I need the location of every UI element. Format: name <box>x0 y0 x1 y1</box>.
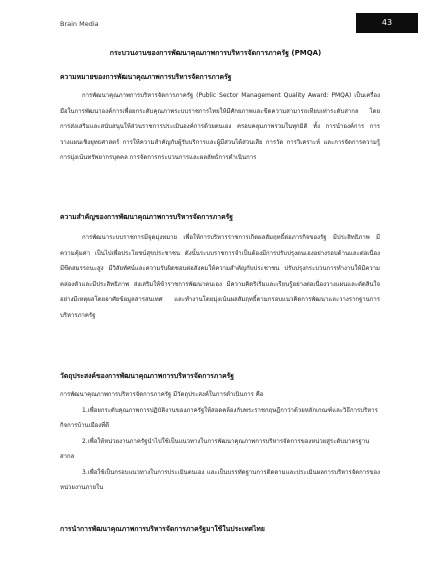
section-adoption <box>60 524 380 534</box>
section-heading: การนำการพัฒนาคุณภาพการบริหารจัดการภาครัฐมาใช้ในประเทศไทย <box>60 525 265 533</box>
section-meaning <box>60 72 380 181</box>
section-importance <box>60 212 380 354</box>
section-heading: ความสำคัญของการพัฒนาคุณภาพการบริหารจัดการภาครัฐ <box>60 213 234 221</box>
objective-item: 1.เพื่อยกระดับคุณภาพการปฏิบัติงานของภาครัฐให้สอดคล้องกับพระราชกฤษฎีกาว่าด้วยหลักเกณฑ์และวิธีการบริหารกิจการบ้านเมืองที่ดี <box>60 406 378 429</box>
header-brand: Brain Media <box>60 20 99 28</box>
section-heading: ความหมายของการพัฒนาคุณภาพการบริหารจัดการภาครัฐ <box>60 73 232 81</box>
section-objectives <box>60 371 380 496</box>
section-paragraph: การพัฒนาคุณภาพการบริหารจัดการภาครัฐ (Public Sector Management Quality Award: PMQA) เป็นเครื่องมือในการพัฒนาองค์การเพื่อยกระดับคุณภาพระบบราชการไทยให้มีศักยภาพและขีดความสามารถเทียบเท่าระดับสากล โดยการส่งเสริมและสนับสนุนให้ส่วนราชการประเมินองค์การด้วยตนเอง ครอบคลุมภาพรวมในทุกมิติ ทั้ง การนำองค์การ การวางแผนเชิงยุทธศาสตร์ การให้ความสำคัญกับผู้รับบริการและผู้มีส่วนได้ส่วนเสีย การวัด การวิเคราะห์ และการจัดการความรู้ การมุ่งเน้นทรัพยากรบุคคล การจัดการกระบวนการและผลลัพธ์การดำเนินการ <box>60 92 380 161</box>
section-intro: การพัฒนาคุณภาพการบริหารจัดการภาครัฐ มีวัตถุประสงค์ในการดำเนินการ คือ <box>60 391 264 398</box>
document-title: กระบวนงานของการพัฒนาคุณภาพการบริหารจัดการภาครัฐ (PMQA) <box>109 49 322 57</box>
section-paragraph: การพัฒนาระบบราชการมีจุดมุ่งหมาย เพื่อให้การบริหารราชการเกิดผลสัมฤทธิ์ต่อภารกิจของรัฐ มีประสิทธิภาพ มีความคุ้มค่า เป็นไปเพื่อประโยชน์สุขประชาชน ดังนั้นระบบราชการจำเป็นต้องมีการปรับปรุงตนเองอย่างรอบด้านและต่อเนื่อง มีขีดสมรรถนะสูง มีวิสัยทัศน์และความรับผิดชอบต่อสังคมให้ความสำคัญกับประชาชน ปรับปรุงกระบวนการทำงานให้มีความคล่องตัวและมีประสิทธิภาพ ส่งเสริมให้ข้าราชการพัฒนาตนเอง มีความคิดริเริ่มและเรียนรู้อย่างต่อเนื่องวางแผนและตัดสินใจอย่างมีเหตุผลโดยอาศัยข้อมูลสารสนเทศ และทำงานโดยมุ่งเน้นผลสัมฤทธิ์ตามกรอบแนวคิดการพัฒนาและวางรากฐานการบริหารภาครัฐ <box>60 234 380 319</box>
page-number: 43 <box>356 13 418 33</box>
objective-item: 3.เพื่อใช้เป็นกรอบแนวทางในการประเมินตนเอง และเป็นบรรทัดฐานการติดตามและประเมินผลการบริหารจัดการของหน่วยงานภายใน <box>60 468 380 491</box>
section-heading: วัตถุประสงค์ของการพัฒนาคุณภาพการบริหารจัดการภาครัฐ <box>60 372 235 380</box>
objective-item: 2.เพื่อให้หน่วยงานภาครัฐนำไปใช้เป็นแนวทางในการพัฒนาคุณภาพการบริหารจัดการของหน่วยสู่ระดับมาตรฐานสากล <box>60 437 370 460</box>
